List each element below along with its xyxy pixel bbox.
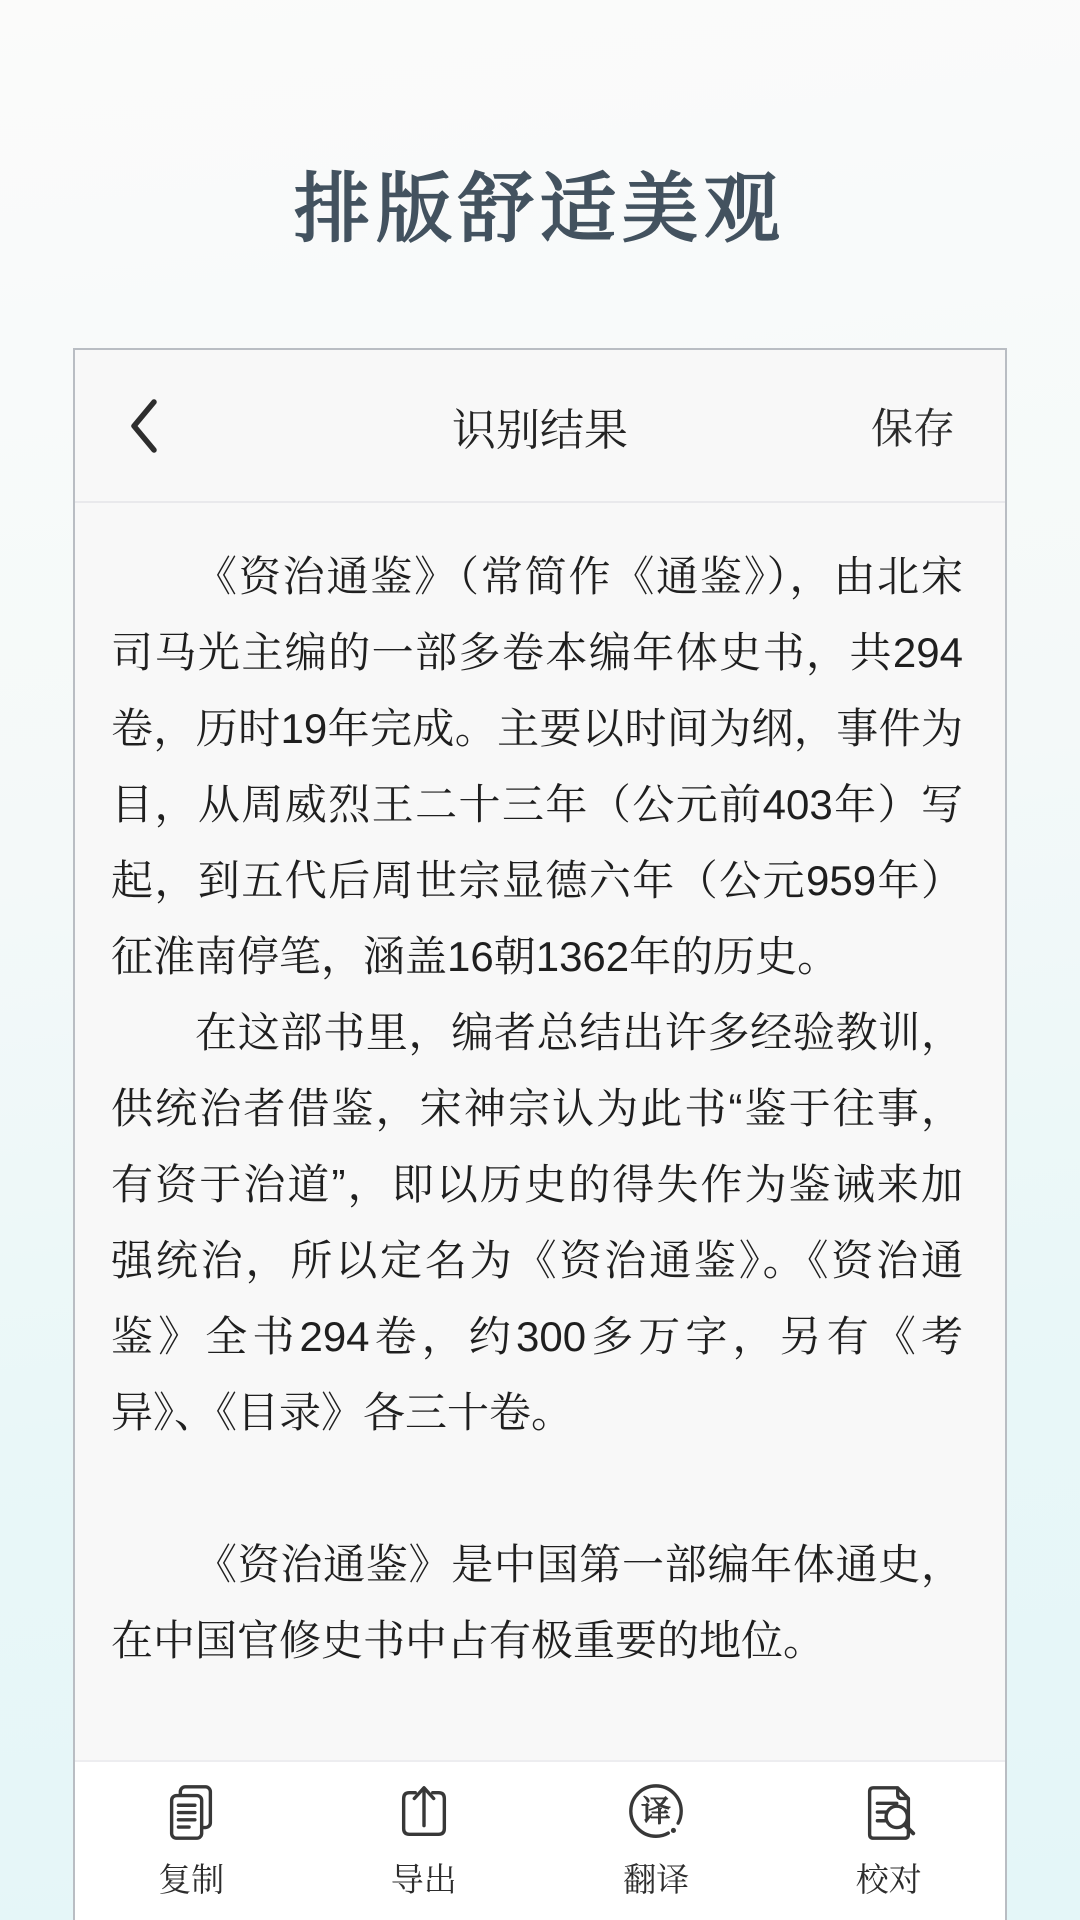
tool-label: 复制 [158,1860,225,1898]
back-button[interactable] [125,391,185,461]
proofread-button[interactable] [773,1762,1006,1920]
tool-label: 导出 [390,1860,457,1898]
header-title: 识别结果 [452,405,628,455]
tool-label: 校对 [855,1860,922,1898]
paragraph: 《资治通鉴》是中国第一部编年体通史，在中国官修史书中占有极重要的地位。 [111,1541,963,1664]
copy-button[interactable] [75,1762,308,1920]
card-header [75,350,1005,503]
page-title: 排版舒适美观 [294,168,786,252]
paragraph: 《资治通鉴》（常简作《通鉴》），由北宋司马光主编的一部多卷本编年体史书，共294卷，历时19年完成。主要以时间为纲，事件为目，从周威烈王二十三年（公元前403年）写起，到五代后周世宗显德六年（公元959年）征淮南停笔，涵盖16朝1362年的历史。 [111,553,963,980]
recognition-result-card [73,348,1007,1920]
translate-glyph: 译 [641,1795,672,1829]
copy-icon [160,1782,222,1844]
translate-icon [625,1782,687,1844]
export-icon [393,1782,455,1844]
tool-label: 翻译 [623,1860,690,1898]
proofread-icon [858,1782,920,1844]
translate-button[interactable] [540,1762,773,1920]
recognized-text-area[interactable] [75,503,1005,1748]
save-button[interactable]: 保存 [871,396,955,456]
chevron-left-icon [125,395,163,457]
export-button[interactable] [308,1762,541,1920]
paragraph: 在这部书里，编者总结出许多经验教训，供统治者借鉴，宋神宗认为此书“鉴于往事，有资于治道”，即以历史的得失作为鉴诫来加强统治，所以定名为《资治通鉴》。《资治通鉴》全书294卷，约300多万字，另有《考异》、《目录》各三十卷。 [111,1009,963,1436]
bottom-toolbar [75,1760,1005,1920]
